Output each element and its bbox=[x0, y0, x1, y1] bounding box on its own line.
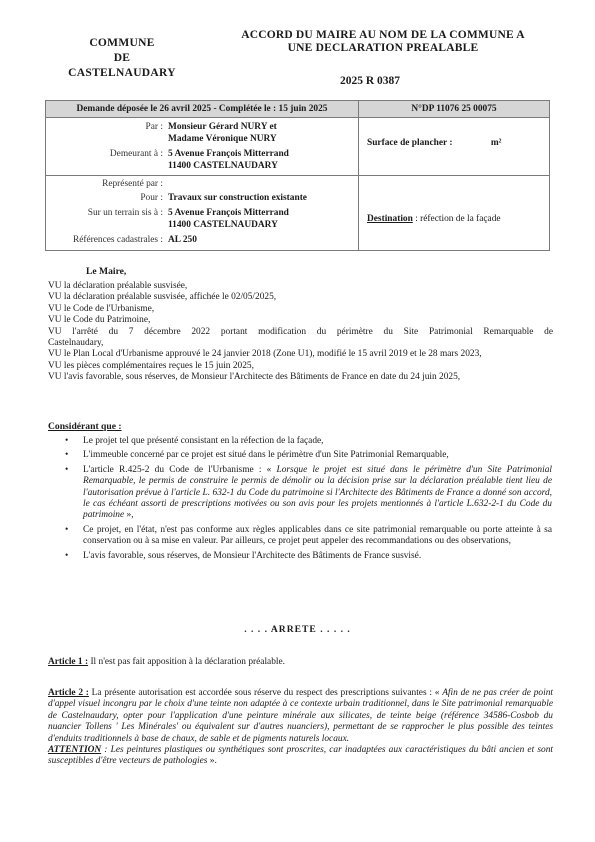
cadastre-label: Références cadastrales : bbox=[72, 235, 163, 245]
considerant-title: Considérant que : bbox=[48, 421, 122, 432]
request-info-table bbox=[45, 100, 550, 251]
demeurant-label: Demeurant à : bbox=[109, 149, 163, 159]
commune-line3: CASTELNAUDARY bbox=[68, 67, 176, 79]
surface-label: Surface de plancher : bbox=[367, 138, 453, 148]
surface-unit: m² bbox=[490, 138, 502, 148]
vu-line: VU l'avis favorable, sous réserves, de Monsieur l'Architecte des Bâtiments de France en date du 24 juin 2025, bbox=[48, 372, 461, 383]
cadastre-value: AL 250 bbox=[168, 235, 197, 245]
vu-line: VU les pièces complémentaires reçues le 15 juin 2025, bbox=[48, 360, 254, 371]
commune-header bbox=[62, 36, 182, 81]
terrain-value1: 5 Avenue François Mitterrand bbox=[168, 208, 289, 218]
par-label: Par : bbox=[145, 122, 163, 132]
dp-number: N°DP 11076 25 00075 bbox=[359, 101, 550, 118]
considerant-item: • Le projet tel que présenté consistant en la réfection de la façade, bbox=[62, 436, 552, 447]
represente-label: Représenté par : bbox=[102, 179, 163, 189]
terrain-label: Sur un terrain sis à : bbox=[87, 208, 163, 218]
attention-label: ATTENTION bbox=[48, 745, 102, 756]
considerant-item: • L'immeuble concerné par ce projet est situé dans le périmètre d'un Site Patrimonial Remarquable, bbox=[62, 450, 552, 461]
arrete-heading: . . . . ARRETE . . . . . bbox=[244, 624, 351, 635]
article-2 bbox=[48, 688, 553, 768]
title-line1: ACCORD DU MAIRE AU NOM DE LA COMMUNE A bbox=[241, 29, 525, 41]
vu-line: VU le Code du Patrimoine, bbox=[48, 315, 151, 326]
vu-line: Castelnaudary, bbox=[48, 338, 104, 349]
request-dates: Demande déposée le 26 avril 2025 - Complétée le : 15 juin 2025 bbox=[46, 101, 359, 118]
destination-label: Destination bbox=[367, 214, 413, 224]
par-value1: Monsieur Gérard NURY et bbox=[168, 122, 277, 132]
document-title bbox=[218, 29, 548, 55]
reference-number: 2025 R 0387 bbox=[340, 75, 401, 87]
article-1-text: Il n'est pas fait apposition à la déclaration préalable. bbox=[88, 657, 286, 667]
attention-note: ATTENTION : Les peintures plastiques ou synthétiques sont proscrites, car inadaptées aux caractéristiques du bâti ancien et sont susceptibles d'être vecteurs de pathologies ». bbox=[48, 745, 553, 767]
vu-line: VU la déclaration préalable susvisée, bbox=[48, 281, 188, 291]
commune-line1: COMMUNE bbox=[89, 37, 155, 49]
article-2-text: La présente autorisation est accordée sous réserve du respect des prescriptions suivantes : « bbox=[88, 688, 443, 698]
vu-line: VU l'arrêté du 7 décembre 2022 portant modification du périmètre du Site Patrimonial Remarquable de bbox=[48, 326, 553, 337]
vu-line: VU le Code de l'Urbanisme, bbox=[48, 303, 155, 314]
par-value2: Madame Véronique NURY bbox=[168, 133, 277, 144]
maire-label: Le Maire, bbox=[86, 266, 127, 277]
commune-line2: DE bbox=[113, 52, 131, 64]
article-2-label: Article 2 : bbox=[48, 688, 89, 698]
title-line2: UNE DECLARATION PREALABLE bbox=[287, 42, 479, 54]
considerant-item: • L'article R.425-2 du Code de l'Urbanisme : « Lorsque le projet est situé dans le périmètre d'un Site Patrimonial Remarquable, le permis de construire le permis de démolir ou la décision prise sur la déclaration préalable tient lieu de l'autorisation prévue à l'article L. 632-1 du Code du patrimoine si l'Architecte des Bâtiments de France a donné son accord, le cas échéant assorti de prescriptions motivées ou son avis pour les projets mentionnés à l'article L.632-2-1 du Code du patrimoine », bbox=[62, 465, 552, 522]
considerant-list bbox=[62, 436, 552, 565]
demeurant-value1: 5 Avenue François Mitterrand bbox=[168, 149, 289, 159]
pour-label: Pour : bbox=[140, 192, 163, 203]
pour-value: Travaux sur construction existante bbox=[168, 192, 307, 203]
vu-list bbox=[48, 281, 553, 384]
terrain-value2: 11400 CASTELNAUDARY bbox=[168, 219, 278, 230]
considerant-item: • L'avis favorable, sous réserves, de Monsieur l'Architecte des Bâtiments de France susvisé. bbox=[62, 551, 552, 562]
article-1 bbox=[48, 657, 553, 668]
article-1-label: Article 1 : bbox=[48, 657, 89, 667]
demeurant-value2: 11400 CASTELNAUDARY bbox=[168, 160, 278, 171]
article-2-prescription: Afin de ne pas créer de point d'appel visuel incongru par le choix d'une teinte non adaptée à ce contexte urbain traditionnel, dans le Site patrimonial remarquable de Castelnaudary, opter pour l'application d'une peinture minérale aux silicates, de teinte beige (référence 34586-Cosbob du nuancier Tollens ' Les Minérales' ou équivalent sur d'autres nuanciers), permettant de se rapprocher le plus possible des teintes d'enduits traditionnels à base de chaux, de sable et de pigments naturels locaux. bbox=[48, 688, 553, 744]
vu-line: VU la déclaration préalable susvisée, affichée le 02/05/2025, bbox=[48, 292, 277, 303]
considerant-item: • Ce projet, en l'état, n'est pas conforme aux règles applicables dans ce site patrimonial remarquable ou porte atteinte à sa conservation ou à sa mise en valeur. Par ailleurs, ce projet peut appeler des recommandations ou des observations, bbox=[62, 525, 552, 548]
vu-line: VU le Plan Local d'Urbanisme approuvé le 24 janvier 2018 (Zone U1), modifié le 15 avril 2019 et le 28 mars 2023, bbox=[48, 349, 482, 360]
attention-text: : Les peintures plastiques ou synthétiques sont proscrites, car inadaptées aux caractéristiques du bâti ancien et sont susceptibles d'être vecteurs de pathologies bbox=[48, 745, 553, 767]
destination-value: : réfection de la façade bbox=[412, 214, 501, 224]
